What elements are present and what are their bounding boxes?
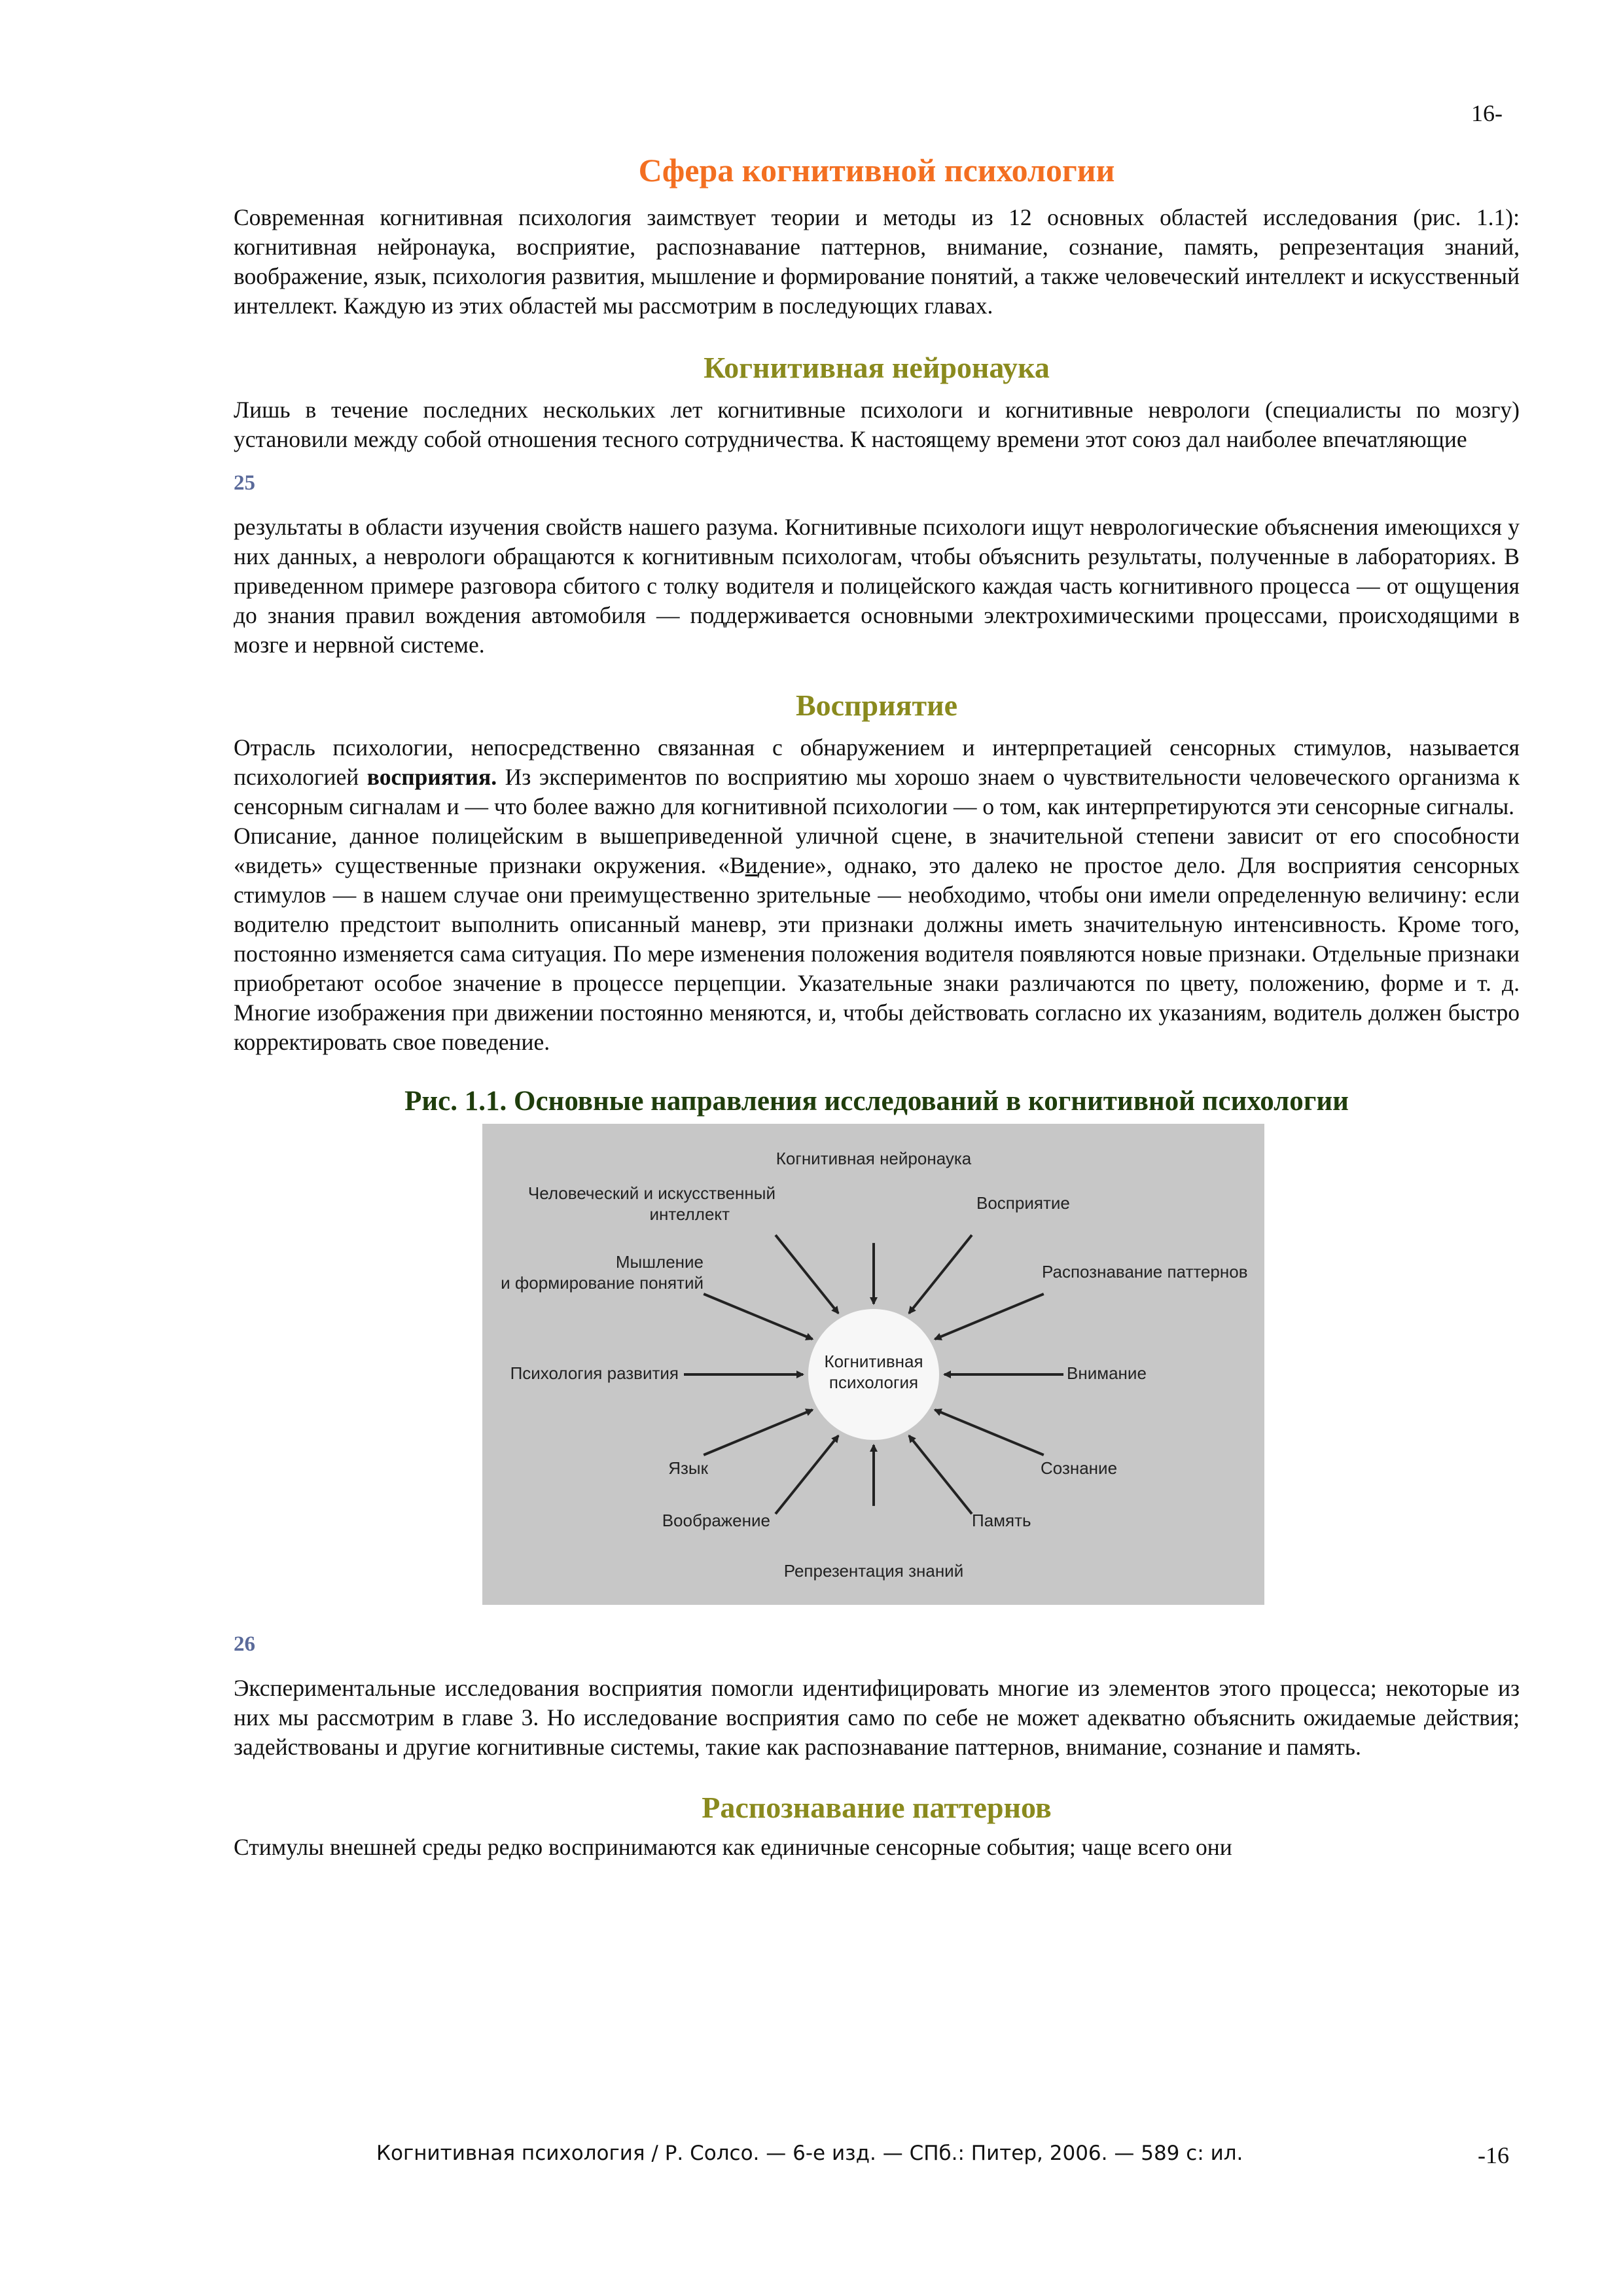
center-label-line1: Когнитивная	[824, 1352, 923, 1371]
section-heading-perception: Восприятие	[795, 689, 958, 722]
section-heading-pattern-recognition: Распознавание паттернов	[702, 1791, 1052, 1824]
perception-paragraph-1: Отрасль психологии, непосредственно связанная с обнаружением и интерпретацией сенсорных стимулов, называется психологией восприятия. Из экспериментов по восприятию мы хорошо знаем о чувствительности человеческого организма к сенсорным сигналам и — что более важно для когнитивной психологии — о том, как интерпретируются эти сенсорные сигналы.	[234, 734, 1520, 819]
label-thinking-line1: Мышление	[615, 1252, 704, 1272]
footer-citation: Когнитивная психология / Р. Солсо. — 6-е изд. — СПб.: Питер, 2006. — 589 с: ил.	[376, 2142, 1243, 2165]
cognitive-psychology-diagram	[482, 1124, 1264, 1605]
label-neuroscience: Когнитивная нейронаука	[776, 1149, 972, 1168]
perception-term: восприятия.	[366, 764, 497, 790]
arrow-perception	[909, 1235, 972, 1314]
neuroscience-paragraph-2: результаты в области изучения свойств нашего разума. Когнитивные психологи ищут неврологические объяснения имеющихся у них данных, а неврологи обращаются к когнитивным психологам, чтобы объяснить результаты, полученные в лабораториях. В приведенном примере разговора сбитого с толку водителя и полицейского каждая часть когнитивного процесса — от ощущения до знания правил вождения автомобиля — поддерживается основными электрохимическими процессами, происходящими в мозге и нервной системе.	[234, 514, 1520, 658]
page-number-bottom: -16	[1478, 2142, 1509, 2168]
arrow-thinking	[704, 1294, 812, 1339]
arrow-ai	[776, 1235, 838, 1314]
page-number-top: 16-	[1471, 100, 1503, 126]
figure-caption: Рис. 1.1. Основные направления исследований в когнитивной психологии	[404, 1086, 1349, 1117]
arrow-imagination	[776, 1436, 838, 1515]
section-heading-neuroscience: Когнитивная нейронаука	[704, 351, 1050, 384]
pattern-recognition-paragraph: Стимулы внешней среды редко воспринимаются как единичные сенсорные события; чаще всего они	[234, 1834, 1232, 1860]
label-consciousness: Сознание	[1041, 1458, 1118, 1478]
after-figure-paragraph: Экспериментальные исследования восприятия помогли идентифицировать многие из элементов этого процесса; некоторые из них мы рассмотрим в главе 3. Но исследование восприятия само по себе не может адекватно объяснить ожидаемые действия; задействованы и другие когнитивные системы, такие как распознавание паттернов, внимание, сознание и память.	[234, 1675, 1520, 1760]
label-ai-line2: интеллект	[649, 1204, 730, 1224]
neuroscience-paragraph-1: Лишь в течение последних нескольких лет когнитивные психологи и когнитивные неврологи (специалисты по мозгу) установили между собой отношения тесного сотрудничества. К настоящему времени этот союз дал наиболее впечатляющие	[234, 397, 1520, 452]
label-knowledge-representation: Репрезентация знаний	[783, 1561, 964, 1581]
page-marker-26: 26	[234, 1632, 255, 1656]
label-imagination: Воображение	[662, 1511, 770, 1530]
page-title: Сфера когнитивной психологии	[638, 152, 1115, 188]
label-pattern-recognition: Распознавание паттернов	[1042, 1262, 1248, 1282]
label-memory: Память	[972, 1511, 1031, 1530]
intro-paragraph: Современная когнитивная психология заимствует теории и методы из 12 основных областей исследования (рис. 1.1): когнитивная нейронаука, восприятие, распознавание паттернов, внимание, сознание, память, репрезентация знаний, воображение, язык, психология развития, мышление и формирование понятий, а также человеческий интеллект и искусственный интеллект. Каждую из этих областей мы рассмотрим в последующих главах.	[234, 204, 1520, 319]
label-ai-line1: Человеческий и искусственный	[527, 1183, 776, 1203]
label-attention: Внимание	[1067, 1363, 1147, 1383]
arrow-pattern	[935, 1294, 1044, 1339]
perception-paragraph-2: Описание, данное полицейским в вышеприведенной уличной сцене, в значительной степени зависит от его способности «видеть» существенные признаки окружения. «Видение», однако, это далеко не простое дело. Для восприятия сенсорных стимулов — в нашем случае они преимущественно зрительные — необходимо, чтобы они имели определенную величину: если водителю предстоит выполнить описанный маневр, эти признаки должны иметь значительную интенсивность. Кроме того, постоянно изменяется сама ситуация. По мере изменения положения водителя появляются новые признаки. Отдельные признаки приобретают особое значение в процессе перцепции. Указательные знаки различаются по цвету, положению, форме и т. д. Многие изображения при движении постоянно меняются, и, чтобы действовать согласно их указаниям, водитель должен быстро корректировать свое поведение.	[234, 823, 1520, 1055]
center-label-line2: психология	[829, 1372, 919, 1392]
page-content	[234, 151, 1520, 1862]
label-thinking-line2: и формирование понятий	[501, 1273, 704, 1293]
arrow-memory	[909, 1436, 972, 1515]
label-developmental-psychology: Психология развития	[510, 1363, 679, 1383]
arrow-language	[704, 1410, 812, 1455]
page-marker-25: 25	[234, 471, 255, 495]
arrow-consciousness	[935, 1410, 1044, 1455]
label-perception: Восприятие	[976, 1193, 1070, 1213]
label-language: Язык	[668, 1458, 708, 1478]
